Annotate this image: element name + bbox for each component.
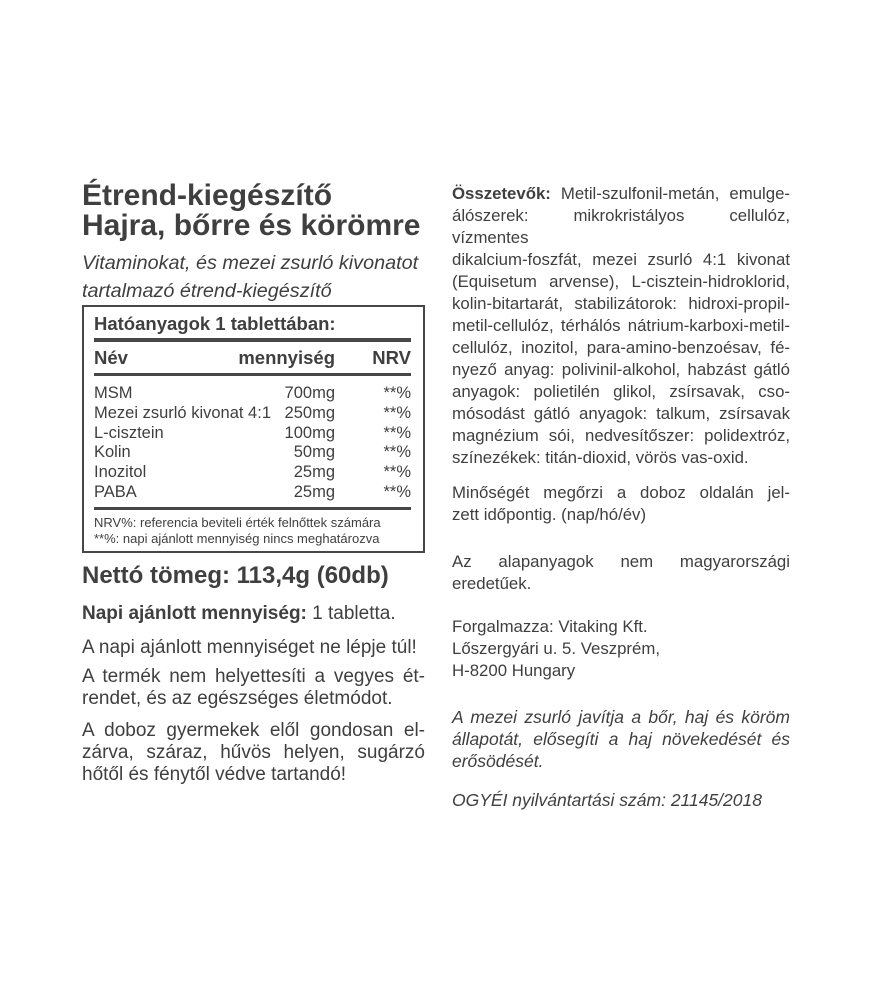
ingredient-amount: 25mg: [293, 482, 335, 501]
table-column-headers: [94, 342, 411, 373]
daily-dose-label: Napi ajánlott mennyiség:: [82, 602, 307, 624]
warning-storage: [82, 720, 425, 786]
daily-dose-value: 1 tabletta.: [306, 602, 396, 624]
text-line: cellulóz, inozitol, para-amino-benzoésav, fé-: [452, 338, 790, 357]
text-line: zárva, száraz, hűvös helyen, sugárzó: [82, 741, 425, 763]
column-header-nrv: NRV: [372, 347, 411, 368]
ingredient-amount: 25mg: [293, 463, 335, 482]
ingredient-row: [94, 424, 411, 444]
text-line: Hajra, bőrre és körömre: [82, 209, 421, 242]
text-line: álószerek: mikrokristályos cellulóz, vízmentes: [452, 206, 790, 247]
text-line: állapotát, elősegíti a haj növekedését és: [452, 729, 790, 749]
product-title: [82, 181, 425, 241]
text-line: Minőségét megőrzi a doboz oldalán jel-: [452, 483, 790, 502]
ingredient-row: [94, 384, 411, 404]
ingredient-nrv: **%: [383, 403, 411, 422]
ingredient-amount: 700mg: [284, 384, 335, 402]
text-line: mósodást gátló anyagok: talkum, zsírsavak: [452, 404, 790, 423]
text-line: A doboz gyermekek elől gondosan el-: [82, 719, 425, 741]
text-line: Vitaminokat, és mezei zsurló kivonatot: [82, 252, 419, 274]
column-header-name: Név: [94, 347, 128, 368]
ingredient-name: Kolin: [94, 443, 131, 462]
active-ingredients-table: [82, 305, 425, 553]
ingredient-name: Mezei zsurló kivonat 4:1: [94, 403, 271, 422]
text-line: metil-cellulóz, térhálós nátrium-karboxi-metil-: [452, 316, 790, 335]
warning-diet: [82, 666, 425, 710]
text-line: A termék nem helyettesíti a vegyes ét-: [82, 665, 425, 687]
text-line: H-8200 Hungary: [452, 661, 576, 680]
text-line: Lőszergyári u. 5. Veszprém,: [452, 639, 660, 658]
text-line: kolin-bitartarát, stabilizátorok: hidroxi-propil-: [452, 294, 790, 313]
text-line: dikalcium-foszfát, mezei zsurló 4:1 kivonat: [452, 250, 790, 269]
ingredient-row: [94, 443, 411, 463]
ingredient-nrv: **%: [383, 443, 411, 462]
ingredient-row: [94, 463, 411, 483]
table-rows: [94, 376, 411, 507]
ingredients-lines: [452, 205, 790, 469]
left-column: [82, 181, 425, 786]
text-line: színezékek: titán-dioxid, vörös vas-oxid.: [452, 448, 749, 467]
text-line: nyező anyag: polivinil-alkohol, habzást gátló: [452, 360, 790, 379]
origin-paragraph: [452, 551, 790, 595]
product-subtitle: [82, 249, 425, 305]
ingredients-first-line-text: Metil-szulfonil-metán, emulge-: [550, 184, 790, 203]
text-line: A mezei zsurló javítja a bőr, haj és köröm: [452, 707, 790, 727]
ingredient-nrv: **%: [383, 423, 411, 442]
ingredient-amount: 100mg: [284, 423, 335, 442]
ingredient-amount: 250mg: [284, 403, 335, 422]
column-header-amount: mennyiség: [238, 347, 335, 368]
text-line: hőtől és fénytől védve tartandó!: [82, 763, 347, 785]
ingredients-first-line: [452, 183, 790, 205]
daily-dose: [82, 603, 425, 625]
ingredient-name: PABA: [94, 482, 137, 501]
text-line: erősödését.: [452, 751, 544, 771]
right-column: [452, 183, 790, 811]
text-line: Forgalmazza: Vitaking Kft.: [452, 617, 648, 636]
net-weight: Nettó tömeg: 113,4g (60db): [82, 561, 389, 589]
text-line: eredetűek.: [452, 574, 532, 593]
ingredient-name: L-cisztein: [94, 423, 164, 442]
text-line: rendet, és az egészséges életmódot.: [82, 687, 393, 709]
health-claim-paragraph: [452, 706, 790, 772]
shelf-life-paragraph: [452, 482, 790, 526]
warning-overdose: A napi ajánlott mennyiséget ne lépje túl!: [82, 636, 417, 658]
text-line: Étrend-kiegészítő: [82, 179, 333, 212]
text-line: anyagok: polietilén glikol, zsírsavak, cso-: [452, 382, 790, 401]
text-line: **%: napi ajánlott mennyiség nincs meghatározva: [94, 530, 380, 546]
ingredient-nrv: **%: [383, 482, 411, 501]
ingredient-amount: 50mg: [293, 443, 335, 462]
text-line: tartalmazó étrend-kiegészítő: [82, 280, 332, 302]
registration-number: OGYÉI nyilvántartási szám: 21145/2018: [452, 790, 762, 810]
ingredient-name: MSM: [94, 384, 133, 402]
text-line: Az alapanyagok nem magyarországi: [452, 552, 790, 571]
ingredient-nrv: **%: [383, 384, 411, 402]
text-line: (Equisetum arvense), L-cisztein-hidroklorid,: [452, 272, 790, 291]
ingredient-nrv: **%: [383, 463, 411, 482]
table-title: Hatóanyagok 1 tablettában:: [94, 313, 336, 334]
ingredients-label: Összetevők:: [452, 184, 551, 203]
text-line: magnézium sói, nedvesítőszer: polidextróz,: [452, 426, 790, 445]
table-footnotes: [94, 510, 411, 547]
text-line: zett időpontig. (nap/hó/év): [452, 505, 647, 524]
ingredients-paragraph: [452, 183, 790, 469]
text-line: NRV%: referencia beviteli érték felnőttek számára: [94, 514, 381, 530]
ingredient-row: [94, 404, 411, 424]
ingredient-row: [94, 483, 411, 503]
ingredient-name: Inozitol: [94, 463, 147, 482]
distributor-paragraph: [452, 616, 790, 682]
